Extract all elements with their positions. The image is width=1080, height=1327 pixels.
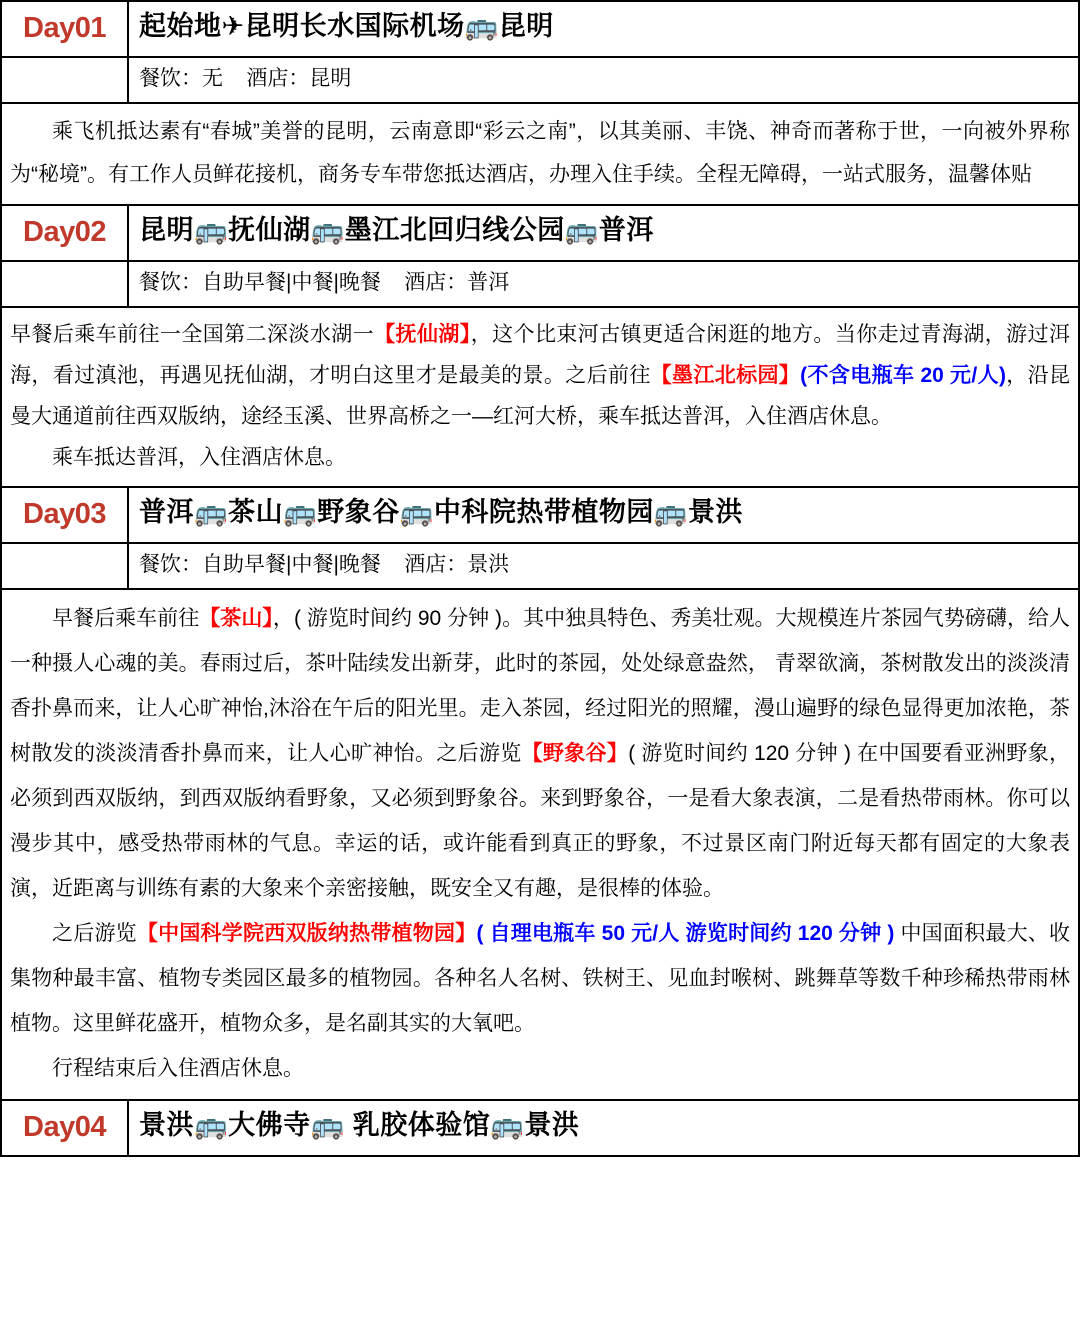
day-label: Day04 — [23, 1110, 106, 1143]
text-segment: ，这个比束河古镇更适合闲逛的地方。当你走过青海湖，游过洱海，看过滇池，再遇见抚仙湖，才明白这里才是最美的景。之后前往 — [10, 323, 1071, 387]
meta-text-cell — [129, 262, 1078, 306]
day-route-cell — [129, 1101, 1078, 1155]
highlight-attraction: 【野象谷】 — [521, 742, 629, 765]
meals-and-hotel-text: 餐饮：自助早餐|中餐|晚餐 酒店：普洱 — [139, 271, 510, 295]
day-route-title: 景洪🚌大佛寺🚌 乳胶体验馆🚌景洪 — [139, 1110, 580, 1141]
highlight-attraction: 【墨江北标园】 — [650, 364, 801, 387]
day-meta-row — [2, 544, 1078, 590]
day-route-cell — [129, 2, 1078, 56]
text-segment: 早餐后乘车前往 — [52, 607, 200, 630]
text-segment: 之后游览 — [52, 922, 137, 945]
day-header-row — [2, 1101, 1078, 1157]
highlight-note: (不含电瓶车 20 元/人) — [800, 364, 1006, 387]
day-meta-row — [2, 58, 1078, 104]
day-route-title: 普洱🚌茶山🚌野象谷🚌中科院热带植物园🚌景洪 — [139, 497, 743, 528]
day-route-cell — [129, 488, 1078, 542]
day-body-row — [2, 308, 1078, 488]
highlight-note: ( 自理电瓶车 50 元/人 游览时间约 120 分钟 ) — [476, 922, 895, 945]
day-header-row — [2, 488, 1078, 544]
day-closing-paragraph: 行程结束后入住酒店休息。 — [52, 1057, 304, 1080]
day-route-title: 起始地✈昆明长水国际机场🚌昆明 — [139, 11, 554, 42]
day-body-row — [2, 590, 1078, 1101]
day-label-cell — [2, 206, 129, 260]
highlight-attraction: 【中国科学院西双版纳热带植物园】 — [136, 922, 477, 945]
highlight-attraction: 【茶山】 — [199, 607, 273, 630]
text-segment: 早餐后乘车前往一全国第二深淡水湖一 — [10, 323, 375, 346]
day-label: Day03 — [23, 497, 106, 530]
text-segment: ( 游览时间约 120 分钟 ) 在中国要看亚洲野象，必须到西双版纳，到西双版纳看野象，又必须到野象谷。来到野象谷，一是看大象表演，二是看热带雨林。你可以漫步其中，感受热带雨林的气息。幸运的话，或许能看到真正的野象，不过景区南门附近每天都有固定的大象表演，近距离与训练有素的大象来个亲密接触，既安全又有趣，是很棒的体验。 — [10, 742, 1071, 900]
text-segment: ，( 游览时间约 90 分钟 )。其中独具特色、秀美壮观。大规模连片茶园气势磅礴，给人一种摄人心魂的美。春雨过后，茶叶陆续发出新芽，此时的茶园，处处绿意盎然， 青翠欲滴，茶树散发出的淡淡清香扑鼻而来，让人心旷神怡,沐浴在午后的阳光里。走入茶园，经过阳光的照耀，漫山遍野的绿色显得更加浓艳，茶树散发的淡淡清香扑鼻而来，让人心旷神怡。之后游览 — [10, 607, 1071, 765]
day-label: Day01 — [23, 11, 106, 44]
meta-text-cell — [129, 58, 1078, 102]
meta-spacer-cell — [2, 544, 129, 588]
meta-spacer-cell — [2, 262, 129, 306]
meta-text-cell — [129, 544, 1078, 588]
day-description-paragraph — [10, 596, 1070, 911]
day-header-row — [2, 2, 1078, 58]
day-route-cell — [129, 206, 1078, 260]
day-description-paragraph — [10, 911, 1070, 1046]
meals-and-hotel-text: 餐饮：自助早餐|中餐|晚餐 酒店：景洪 — [139, 553, 510, 577]
meals-and-hotel-text: 餐饮：无 酒店：昆明 — [139, 67, 352, 91]
day-header-row — [2, 206, 1078, 262]
text-segment: 中国面积最大、收集物种最丰富、植物专类园区最多的植物园。各种名人名树、铁树王、见血封喉树、跳舞草等数千种珍稀热带雨林植物。这里鲜花盛开，植物众多，是名副其实的大氧吧。 — [10, 922, 1071, 1035]
meta-spacer-cell — [2, 58, 129, 102]
highlight-attraction: 【抚仙湖】 — [374, 323, 471, 346]
day-label-cell — [2, 1101, 129, 1155]
text-segment: ，沿昆曼大通道前往西双版纳，途经玉溪、世界高桥之一—红河大桥，乘车抵达普洱，入住酒店休息。 — [10, 364, 1071, 428]
day-closing-paragraph: 乘车抵达普洱，入住酒店休息。 — [52, 446, 346, 469]
day-meta-row — [2, 262, 1078, 308]
day-description-paragraph — [10, 314, 1070, 437]
day-body-row — [2, 104, 1078, 206]
day-route-title: 昆明🚌抚仙湖🚌墨江北回归线公园🚌普洱 — [139, 215, 654, 246]
day-label: Day02 — [23, 215, 106, 248]
day-description-paragraph: 乘飞机抵达素有“春城”美誉的昆明，云南意即“彩云之南”，以其美丽、丰饶、神奇而著称于世，一向被外界称为“秘境”。有工作人员鲜花接机，商务专车带您抵达酒店，办理入住手续。全程无障碍，一站式服务，温馨体贴 — [10, 120, 1070, 186]
day-label-cell — [2, 2, 129, 56]
day-label-cell — [2, 488, 129, 542]
